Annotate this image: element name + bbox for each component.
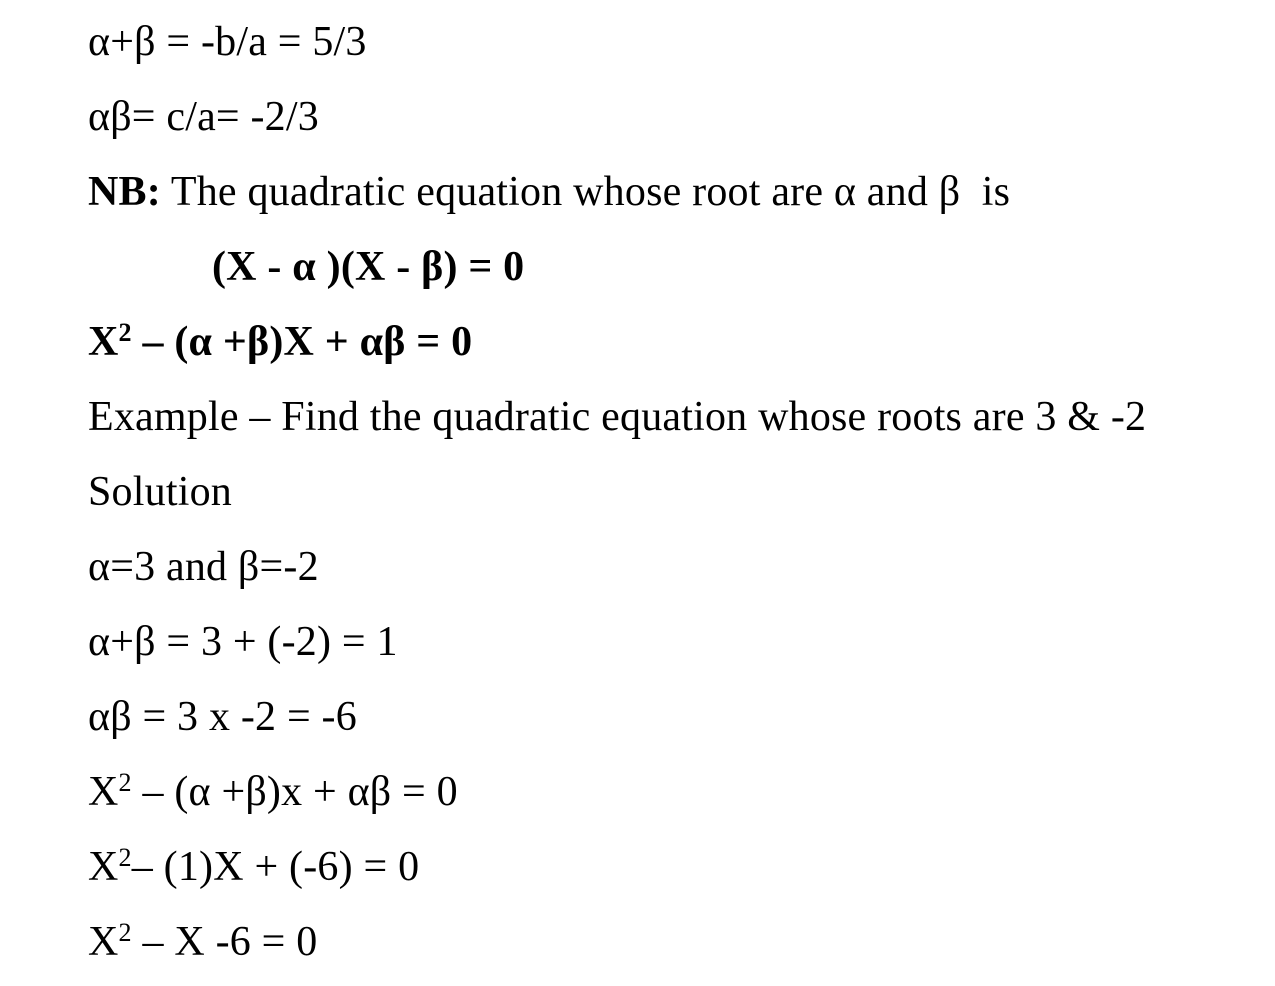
superscript-exponent: 2 <box>118 318 132 347</box>
document-body <box>88 5 1235 980</box>
document-line <box>88 680 1235 755</box>
document-line <box>88 530 1235 605</box>
superscript-exponent: 2 <box>118 768 132 797</box>
document-line <box>88 605 1235 680</box>
text-segment: The quadratic equation whose root are α and β is <box>160 169 1011 215</box>
text-segment: – X -6 = 0 <box>131 919 318 965</box>
document-line <box>88 830 1235 905</box>
text-segment: α=3 and β=-2 <box>88 544 319 590</box>
text-segment: (X - α )(X - β) = 0 <box>212 244 525 290</box>
text-segment: X <box>88 769 119 815</box>
text-segment: X <box>88 844 119 890</box>
document-line <box>88 155 1235 230</box>
text-segment: – (1)X + (-6) = 0 <box>131 844 420 890</box>
document-line <box>88 305 1235 380</box>
text-segment: α+β = 3 + (-2) = 1 <box>88 619 398 665</box>
text-segment: X <box>88 919 119 965</box>
text-segment: – (α +β)x + αβ = 0 <box>131 769 458 815</box>
text-segment: NB: <box>88 169 161 215</box>
document-line <box>88 755 1235 830</box>
text-segment: Example – Find the quadratic equation whose roots are 3 & -2 <box>88 394 1147 440</box>
document-line <box>88 380 1235 455</box>
document-line <box>88 905 1235 980</box>
document-line <box>88 230 1235 305</box>
text-segment: X <box>88 319 119 365</box>
superscript-exponent: 2 <box>118 918 132 947</box>
superscript-exponent: 2 <box>118 843 132 872</box>
document-line <box>88 455 1235 530</box>
document-line <box>88 5 1235 80</box>
text-segment: – (α +β)X + αβ = 0 <box>131 319 473 365</box>
text-segment: αβ = 3 x -2 = -6 <box>88 694 357 740</box>
document-line <box>88 80 1235 155</box>
text-segment: αβ= c/a= -2/3 <box>88 94 319 140</box>
text-segment: Solution <box>88 469 232 515</box>
text-segment: α+β = -b/a = 5/3 <box>88 19 367 65</box>
